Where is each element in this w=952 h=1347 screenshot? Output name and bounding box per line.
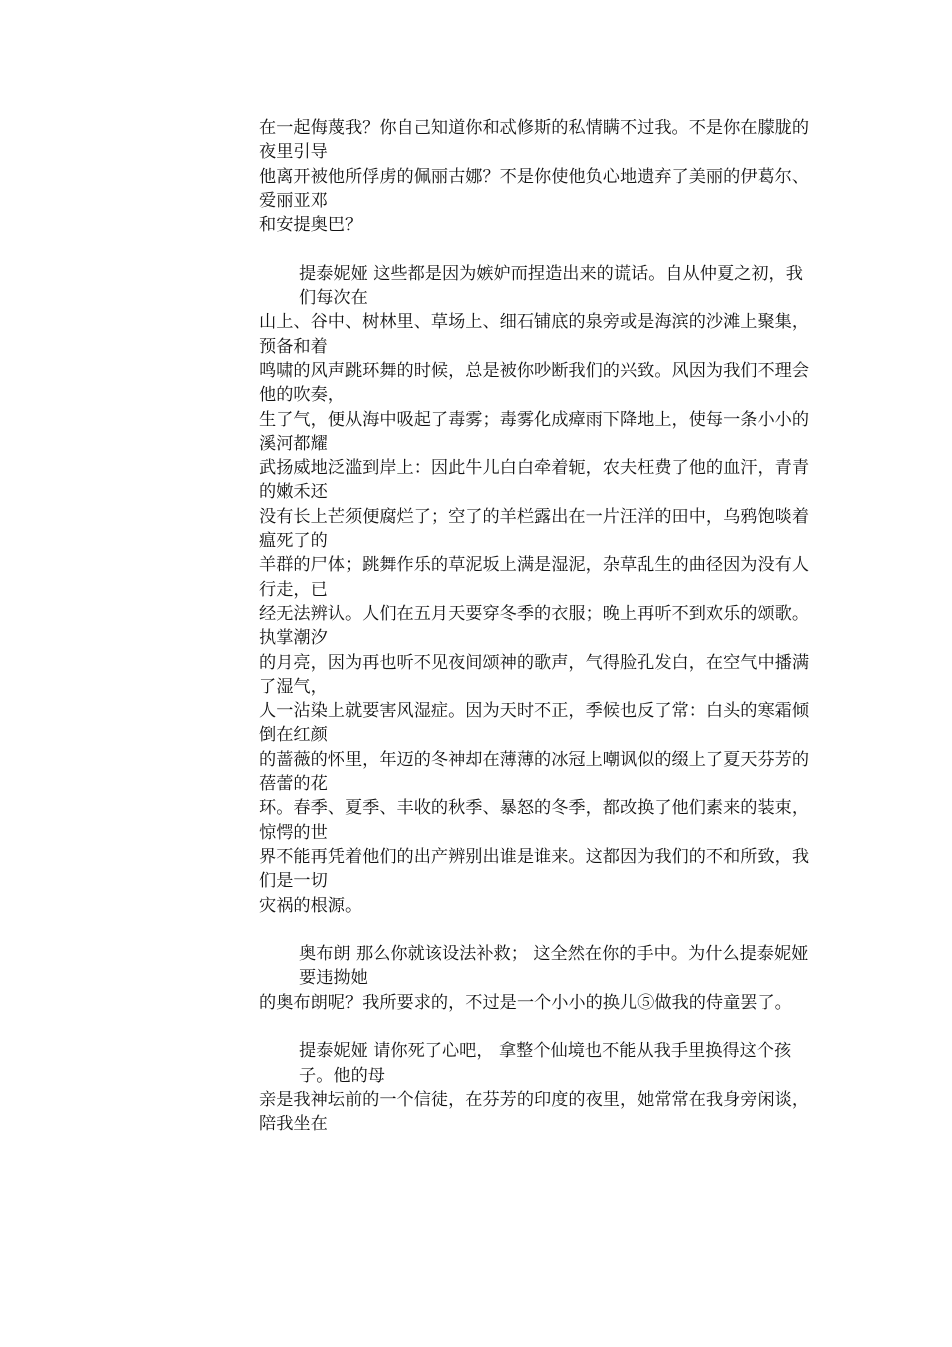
text-line: 提泰妮娅 请你死了心吧， 拿整个仙境也不能从我手里换得这个孩子。他的母 <box>299 1041 792 1086</box>
paragraph-gap <box>259 918 811 942</box>
text-line: 环。春季、夏季、丰收的秋季、暴怒的冬季，都改换了他们素来的装束，惊愕的世 <box>259 798 810 843</box>
text-line: 奥布朗 那么你就该设法补救； 这全然在你的手中。为什么提泰妮娅要违拗她 <box>299 944 809 989</box>
text-line: 没有长上芒须便腐烂了；空了的羊栏露出在一片汪洋的田中，乌鸦饱啖着瘟死了的 <box>259 506 810 552</box>
text-line: 的蔷薇的怀里，年迈的冬神却在薄薄的冰冠上嘲讽似的缀上了夏天芬芳的蓓蕾的花 <box>259 749 810 795</box>
text-line: 的月亮，因为再也听不见夜间颂神的歌声，气得脸孔发白，在空气中播满了湿气， <box>259 652 810 697</box>
text-line: 的奥布朗呢？我所要求的，不过是一个小小的换儿⑤做我的侍童罢了。 <box>259 992 792 1013</box>
text-line: 灾祸的根源。 <box>259 895 363 916</box>
text-line: 亲是我神坛前的一个信徒，在芬芳的印度的夜里，她常常在我身旁闲谈，陪我坐在 <box>259 1089 810 1135</box>
text-line: 武扬威地泛滥到岸上：因此牛儿白白牵着轭，农夫枉费了他的血汗，青青的嫩禾还 <box>259 458 810 503</box>
text-line: 羊群的尸体；跳舞作乐的草泥坂上满是湿泥，杂草乱生的曲径因为没有人行走，已 <box>259 555 810 600</box>
text-line: 鸣啸的风声跳环舞的时候，总是被你吵断我们的兴致。风因为我们不理会他的吹奏， <box>259 360 810 406</box>
text-line: 山上、谷中、树林里、草场上、细石铺底的泉旁或是海滨的沙滩上聚集，预备和着 <box>259 312 810 357</box>
text-line: 界不能再凭着他们的出产辨别出谁是谁来。这都因为我们的不和所致，我们是一切 <box>259 846 810 892</box>
text-line: 在一起侮蔑我？你自己知道你和忒修斯的私情瞒不过我。不是你在朦胧的夜里引导 <box>259 118 810 163</box>
paragraph-gap <box>259 1015 811 1039</box>
text-line: 提泰妮娅 这些都是因为嫉妒而捏造出来的谎话。自从仲夏之初，我们每次在 <box>299 263 803 309</box>
text-line: 他离开被他所俘虏的佩丽古娜？不是你使他负心地遗弃了美丽的伊葛尔、爱丽亚邓 <box>259 166 810 211</box>
text-line: 生了气，便从海中吸起了毒雾；毒雾化成瘴雨下降地上，使每一条小小的溪河都耀 <box>259 409 810 454</box>
body-text <box>259 116 811 1136</box>
paragraph-gap <box>259 237 811 261</box>
text-line: 经无法辨认。人们在五月天要穿冬季的衣服；晚上再听不到欢乐的颂歌。执掌潮汐 <box>259 603 810 649</box>
text-line: 人一沾染上就要害风湿症。因为天时不正，季候也反了常：白头的寒霜倾倒在红颜 <box>259 701 810 746</box>
text-line: 和安提奥巴？ <box>259 215 363 236</box>
